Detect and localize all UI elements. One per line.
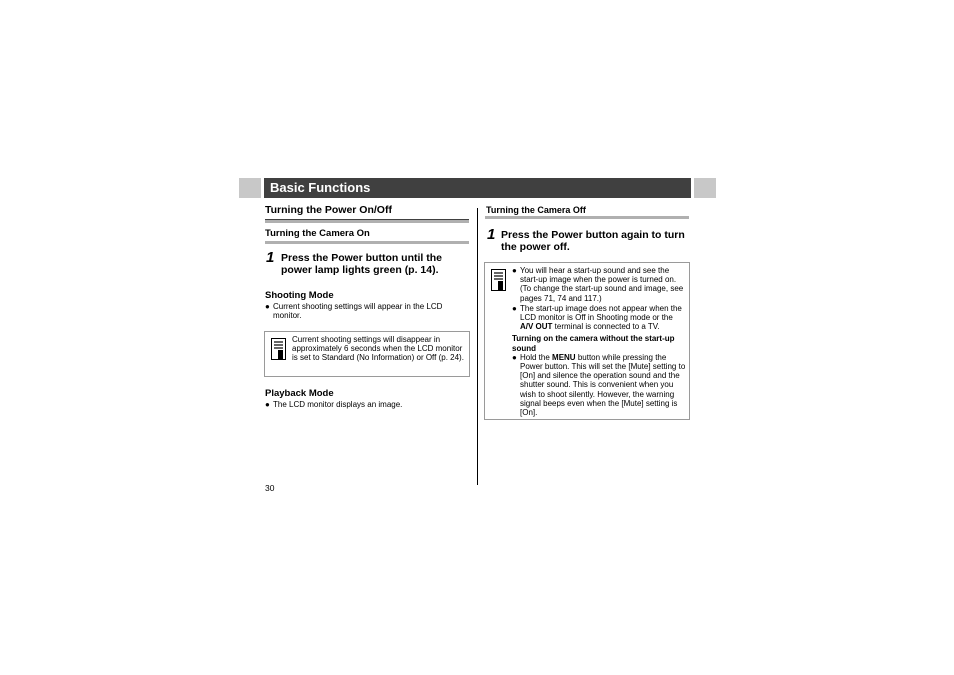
note-box-left — [264, 331, 470, 377]
step-text-on: Press the Power button until the power lamp lights green (p. 14). — [281, 252, 443, 276]
column-divider — [477, 208, 478, 485]
playback-mode-text: The LCD monitor displays an image. — [273, 400, 403, 409]
playback-mode-heading: Playback Mode — [265, 388, 334, 399]
note-bullet-3-pre: Hold the — [520, 352, 553, 362]
note-bullet-2-text — [520, 304, 686, 332]
note-bullet-2-post: terminal is connected to a TV. — [552, 322, 660, 332]
bullet-icon: ● — [512, 352, 517, 362]
memo-icon — [271, 338, 286, 360]
note-bullet-1-text: You will hear a start-up sound and see the start-up image when the power is turned on. (To change the start-up sound and image, see pages 71, 74 and 117.) — [520, 266, 684, 303]
note-subheading: Turning on the camera without the start-up sound — [512, 334, 675, 353]
step-number-off: 1 — [487, 226, 496, 243]
section-rule — [265, 220, 469, 223]
av-out-label: A/V OUT — [520, 322, 553, 332]
bullet-icon: ● — [512, 303, 517, 313]
subsection-rule-off — [485, 216, 689, 219]
subsection-rule-on — [265, 241, 469, 244]
memo-icon — [491, 269, 506, 291]
note-bullet-2 — [512, 304, 686, 332]
note-bullet-3-text — [520, 353, 686, 417]
subsection-title-on: Turning the Camera On — [265, 228, 370, 239]
step-text-off: Press the Power button again to turn the power off. — [501, 229, 685, 253]
bullet-icon: ● — [265, 302, 270, 311]
chapter-title: Basic Functions — [270, 180, 371, 195]
playback-mode-bullet — [265, 400, 470, 409]
step-number-on: 1 — [266, 249, 275, 266]
note-bullet-3-post: button while pressing the Power button. This will set the [Mute] setting to [On] and silence the operation sound and the shutter sound. This is convenient when you wish to shoot silently. However, the warning signal beeps even when the [Mute] setting is [On]. — [520, 352, 686, 418]
left-side-tab — [239, 178, 261, 198]
menu-label: MENU — [552, 352, 576, 362]
page-number: 30 — [265, 483, 275, 493]
note-bullet-3 — [512, 353, 686, 417]
shooting-mode-bullet — [265, 302, 470, 320]
note-bullet-2-pre: The start-up image does not appear when the LCD monitor is Off in Shooting mode or the — [520, 303, 682, 323]
right-side-tab — [694, 178, 716, 198]
note-box-right — [484, 262, 690, 420]
subsection-title-off: Turning the Camera Off — [486, 205, 586, 215]
shooting-mode-heading: Shooting Mode — [265, 290, 334, 301]
note-text-left: Current shooting settings will disappear in approximately 6 seconds when the LCD monitor is set to Standard (No Information) or Off (p. 24). — [292, 335, 464, 363]
bullet-icon: ● — [265, 400, 270, 409]
section-title: Turning the Power On/Off — [265, 204, 392, 216]
chapter-header — [264, 178, 691, 198]
shooting-mode-text: Current shooting settings will appear in the LCD monitor. — [273, 302, 443, 321]
note-content-right — [512, 266, 686, 417]
note-bullet-1 — [512, 266, 686, 303]
bullet-icon: ● — [512, 266, 517, 275]
